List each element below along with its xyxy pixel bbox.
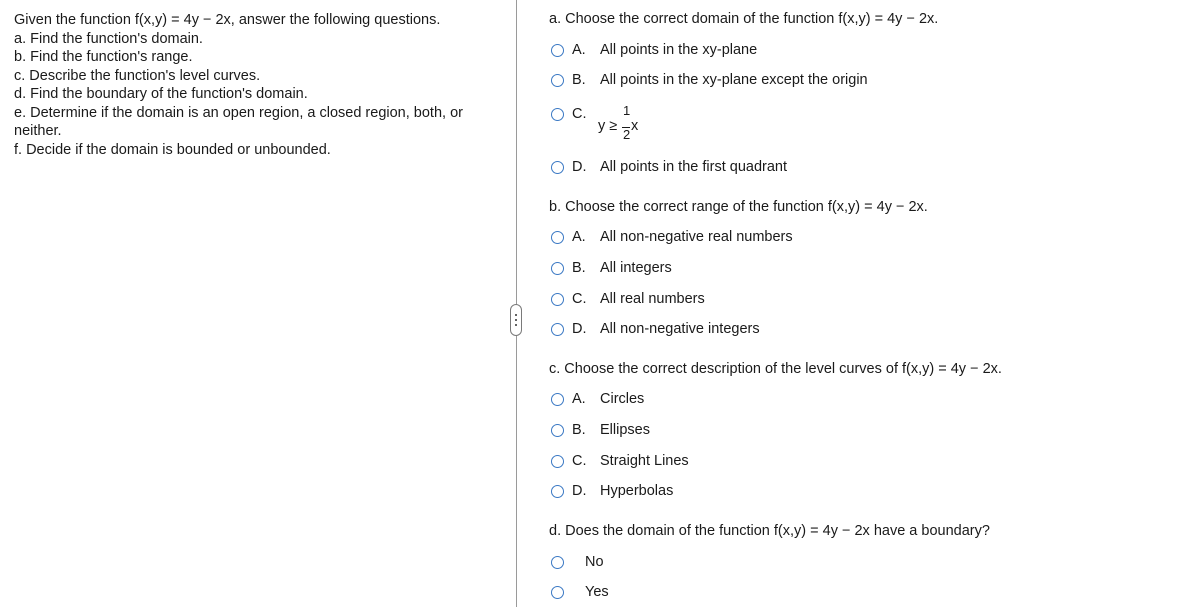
radio-button[interactable] xyxy=(551,393,564,406)
option-letter: B. xyxy=(572,422,586,438)
option-letter: A. xyxy=(572,391,586,407)
fraction-numerator: 1 xyxy=(623,103,631,118)
radio-button[interactable] xyxy=(551,262,564,275)
handle-dot-icon xyxy=(515,324,517,326)
question-b-option-a[interactable] xyxy=(549,229,793,245)
radio-button[interactable] xyxy=(551,455,564,468)
question-b-option-b[interactable] xyxy=(549,260,672,276)
option-text: All points in the xy-plane xyxy=(600,42,758,58)
radio-button[interactable] xyxy=(551,44,564,57)
option-text: Hyperbolas xyxy=(600,483,674,499)
question-b-option-d[interactable] xyxy=(549,321,760,337)
radio-button[interactable] xyxy=(551,556,564,569)
panel-resize-handle[interactable] xyxy=(510,304,522,336)
option-text: All points in the xy-plane except the origin xyxy=(600,72,868,88)
question-c-option-a[interactable] xyxy=(549,391,644,407)
option-text: No xyxy=(585,554,604,570)
option-text: All points in the first quadrant xyxy=(600,159,787,175)
question-a-option-d[interactable] xyxy=(549,159,787,175)
question-d-option-no[interactable] xyxy=(549,554,604,570)
instruction-item: a. Find the function's domain. xyxy=(14,30,203,47)
radio-button[interactable] xyxy=(551,108,564,121)
option-text: All non-negative real numbers xyxy=(600,229,793,245)
instruction-item: c. Describe the function's level curves. xyxy=(14,67,261,84)
radio-button[interactable] xyxy=(551,161,564,174)
fraction-denominator: 2 xyxy=(623,127,631,142)
option-letter: D. xyxy=(572,321,587,337)
inequality-rhs: x xyxy=(631,118,639,134)
question-d-option-yes[interactable] xyxy=(549,584,609,600)
option-letter: A. xyxy=(572,42,586,58)
instructions-intro: Given the function f(x,y) = 4y − 2x, answer the following questions. xyxy=(14,12,441,28)
question-b-option-c[interactable] xyxy=(549,291,705,307)
question-c-option-b[interactable] xyxy=(549,422,650,438)
question-a-option-b[interactable] xyxy=(549,72,868,88)
option-letter: C. xyxy=(572,291,587,307)
instruction-item: d. Find the boundary of the function's domain. xyxy=(14,86,308,102)
option-text: Circles xyxy=(600,391,645,407)
option-letter: D. xyxy=(572,483,587,499)
handle-dot-icon xyxy=(515,314,517,316)
instructions-panel xyxy=(14,11,494,159)
question-a-prompt: a. Choose the correct domain of the function f(x,y) = 4y − 2x. xyxy=(549,11,939,27)
question-c-prompt: c. Choose the correct description of the level curves of f(x,y) = 4y − 2x. xyxy=(549,361,1002,377)
option-letter: C. xyxy=(572,453,587,469)
option-letter: B. xyxy=(572,72,586,88)
option-text: Yes xyxy=(585,584,609,600)
instruction-item: b. Find the function's range. xyxy=(14,49,193,65)
question-c-option-c[interactable] xyxy=(549,453,689,469)
option-letter: D. xyxy=(572,159,587,175)
option-letter: C. xyxy=(572,106,587,122)
inequality-lhs: y ≥ xyxy=(598,118,618,134)
option-text: Ellipses xyxy=(600,422,650,438)
option-text: All integers xyxy=(600,260,672,276)
instruction-item: f. Decide if the domain is bounded or unbounded. xyxy=(14,141,331,158)
radio-button[interactable] xyxy=(551,424,564,437)
question-d-prompt: d. Does the domain of the function f(x,y) = 4y − 2x have a boundary? xyxy=(549,523,990,539)
instruction-item: e. Determine if the domain is an open region, a closed region, both, or xyxy=(14,104,463,121)
option-text: All non-negative integers xyxy=(600,321,760,337)
radio-button[interactable] xyxy=(551,323,564,336)
question-b-prompt: b. Choose the correct range of the function f(x,y) = 4y − 2x. xyxy=(549,199,928,215)
radio-button[interactable] xyxy=(551,485,564,498)
question-a-option-a[interactable] xyxy=(549,42,757,58)
option-letter: B. xyxy=(572,260,586,276)
radio-button[interactable] xyxy=(551,231,564,244)
option-letter: A. xyxy=(572,229,586,245)
handle-dot-icon xyxy=(515,319,517,321)
question-c-option-d[interactable] xyxy=(549,483,673,499)
question-a-option-c[interactable] xyxy=(549,106,600,122)
radio-button[interactable] xyxy=(551,293,564,306)
radio-button[interactable] xyxy=(551,74,564,87)
instruction-item: neither. xyxy=(14,123,62,139)
option-c-inequality xyxy=(598,100,658,146)
option-text: All real numbers xyxy=(600,291,705,307)
radio-button[interactable] xyxy=(551,586,564,599)
option-text: Straight Lines xyxy=(600,453,689,469)
